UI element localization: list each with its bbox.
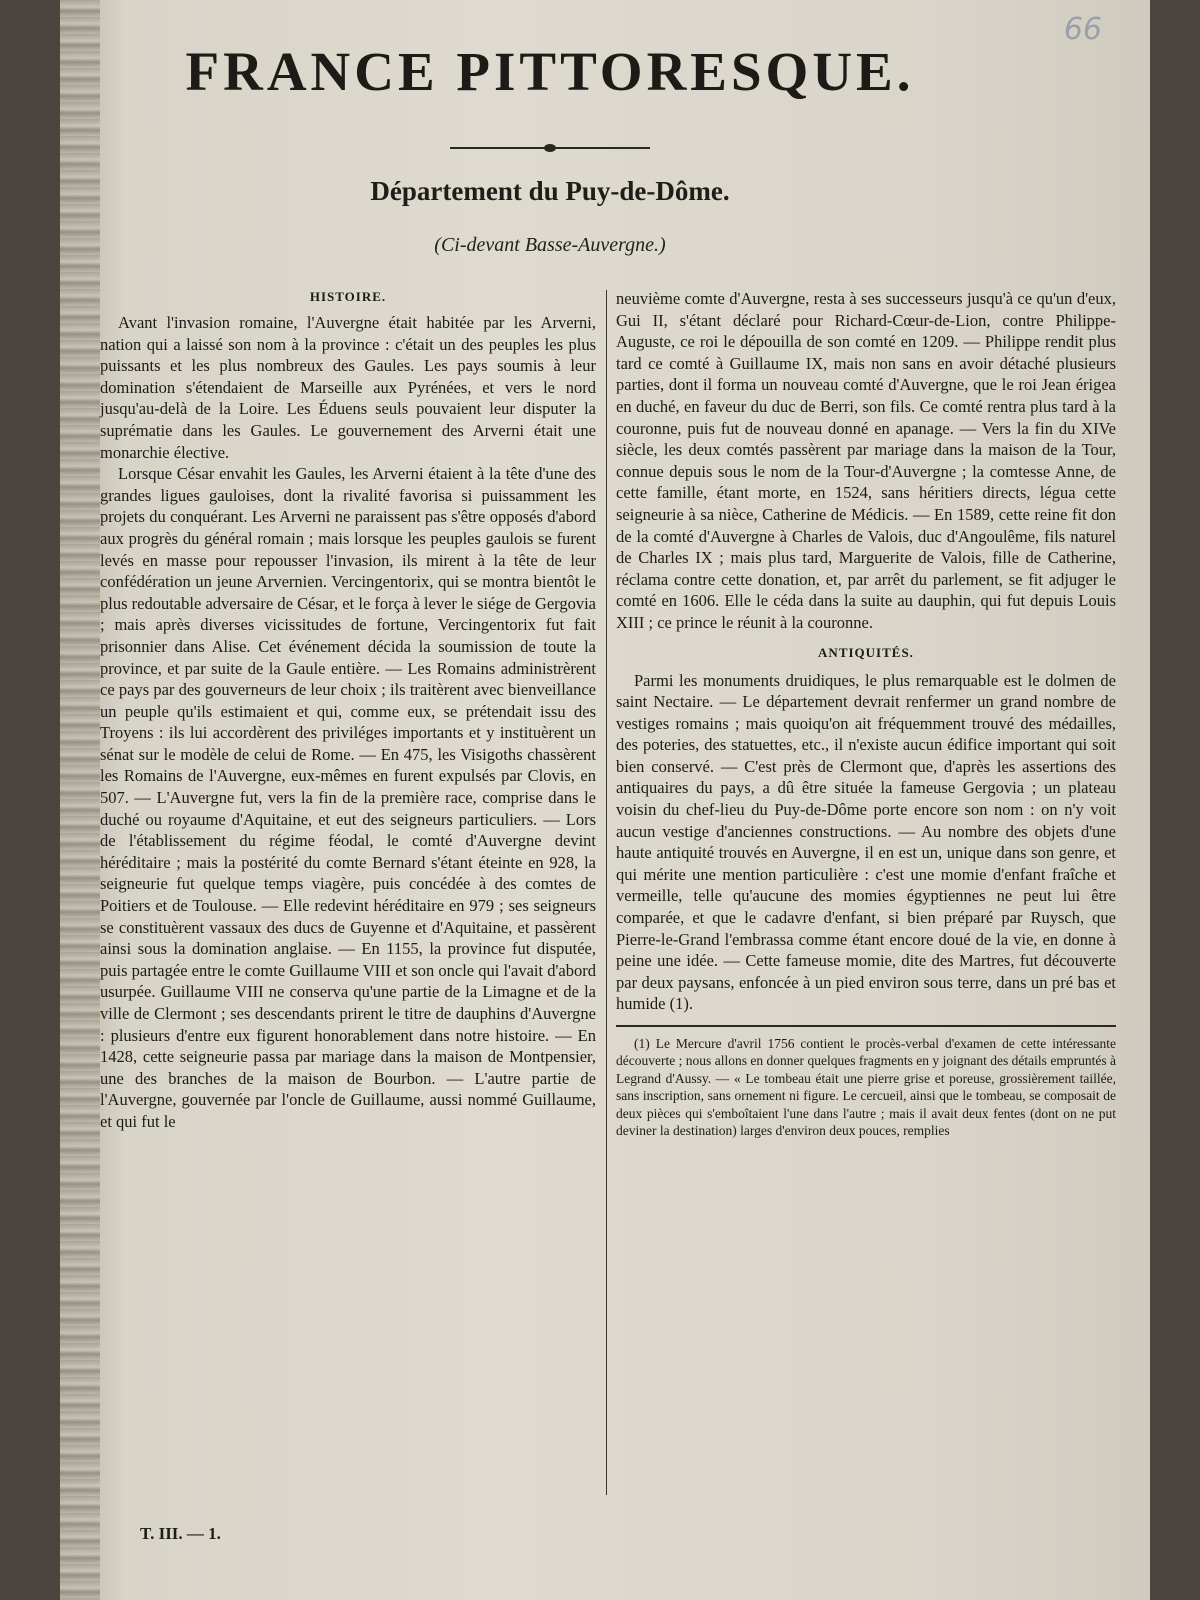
worn-page-edge <box>60 0 100 1600</box>
footnote-rule <box>616 1025 1116 1027</box>
footnote: (1) Le Mercure d'avril 1756 contient le procès-verbal d'examen de cette intéressante découverte ; nous allons en donner quelques fragments en y joignant des détails empruntés à Legrand d'Aussy. — « Le tombeau était une pierre grise et poreuse, grossièrement taillée, sans inscription, sans ornement ni figure. Le cercueil, ainsi que le tombeau, se composait de deux pièces qui s'emboîtaient l'une dans l'autre ; mais il avait deux fentes (dont on ne put deviner la destination) larges d'environ deux pouces, remplies <box>616 1036 1116 1139</box>
masthead-title: FRANCE PITTORESQUE. <box>185 41 915 102</box>
department-subtitle: (Ci-devant Basse-Auvergne.) <box>434 234 666 256</box>
section-heading-histoire: HISTOIRE. <box>309 289 387 304</box>
paragraph: Parmi les monuments druidiques, le plus remarquable est le dolmen de saint Nectaire. — Le département devrait renfermer un grand nombre de vestiges romains ; mais quoiqu'on ait fréquemment trouvé des médailles, des poteries, des statuettes, etc., il n'existe aucun édifice important qui soit bien conservé. — C'est près de Clermont que, d'après les assertions des antiquaires du pays, a dû être située la fameuse Gergovia ; un plateau voisin du chef-lieu du Puy-de-Dôme porte encore son nom : on n'y voit aucun vestige d'anciennes constructions. — Au nombre des objets d'une haute antiquité trouvés en Auvergne, il en est un, unique dans son genre, et qui mérite une mention particulière : c'est une momie d'enfant fraîche et vermeille, telle qu'aucune des momies égyptiennes ne peut lui être comparée, et que le cadavre d'enfant, si bien préparé par Ruysch, que Pierre-le-Grand l'embrassa comme étant encore doué de la vie, en donne à peine une idée. — Cette fameuse momie, dite des Martres, fut découverte par deux paysans, enfoncée à un pied environ sous terre, dans un pré bas et humide (1). <box>616 670 1116 1014</box>
paragraph: Lorsque César envahit les Gaules, les Arverni étaient à la tête d'une des grandes ligues gauloises, dont la rivalité favorisa si puissamment les projets du conquérant. Les Arverni ne paraissent pas s'être opposés d'abord aux progrès du général romain ; mais lorsque les peuples gaulois se furent levés en masse pour repousser l'invasion, ils mirent à la tête de leur confédération un jeune Arvernien. Vercingentorix, qui se montra bientôt le plus redoutable adversaire de César, et le força à lever le siége de Gergovia ; mais après diverses vicissitudes de fortune, Vercingentorix fut fait prisonnier dans Alise. Cet événement décida la soumission de toute la province, et par suite de la Gaule entière. — Les Romains administrèrent ce pays par des gouverneurs de leur choix ; ils traitèrent avec bienveillance un peuple qu'ils estimaient et qui, comme eux, se prétendait issu des Troyens : ils lui accordèrent des priviléges importants et y instituèrent un sénat sur le modèle de celui de Rome. — En 475, les Visigoths chassèrent les Romains de l'Auvergne, eux-mêmes en furent expulsés par Clovis, en 507. — L'Auvergne fut, vers la fin de la première race, comprise dans le duché ou royaume d'Aquitaine, et eut des seigneurs particuliers. — Lors de l'établissement du régime féodal, le comté d'Auvergne devint héréditaire ; mais la postérité du comte Bernard s'étant éteinte en 928, la seigneurie fut quelque temps viagère, puis concédée à des comtes de Poitiers et de Toulouse. — Elle redevint héréditaire en 979 ; ses seigneurs se constituèrent vassaux des ducs de Guyenne et d'Aquitaine, et passèrent ainsi sous la domination anglaise. — En 1155, la province fut disputée, puis partagée entre le comte Guillaume VIII et son oncle qui l'avait d'abord usurpée. Guillaume VIII ne conserva qu'une partie de la Limagne et de la ville de Clermont ; ses descendants prirent le titre de dauphins d'Auvergne : plusieurs d'entre eux figurent honorablement dans notre histoire. — En 1428, cette seigneurie passa par mariage dans la maison de Montpensier, une des branches de la maison de Bourbon. — L'autre partie de l'Auvergne, gouvernée par l'oncle de Guillaume, aussi nommé Guillaume, et qui fut le <box>100 464 596 1131</box>
right-column <box>616 288 1116 1139</box>
paragraph-continuation: neuvième comte d'Auvergne, resta à ses successeurs jusqu'à ce qu'un d'eux, Gui II, s'étant déclaré pour Richard-Cœur-de-Lion, contre Philippe-Auguste, ce roi le dépouilla de son comté en 1209. — Philippe rendit plus tard ce comté à Guillaume IX, mais non sans en avoir détaché plusieurs parties, dont il forma un nouveau comté d'Auvergne, que le roi Jean érigea en duché, en faveur du duc de Berri, son fils. Ce comté rentra plus tard à la couronne, puis fut de nouveau donné en apanage. — Vers la fin du XIVe siècle, les deux comtés passèrent par mariage dans la maison de la Tour, connue depuis sous le nom de la Tour-d'Auvergne ; la comtesse Anne, de cette famille, étant morte, en 1524, sans héritiers directs, légua cette seigneurie à sa nièce, Catherine de Médicis. — En 1589, cette reine fit don de la comté d'Auvergne à Charles de Valois, duc d'Angoulême, fils naturel de Charles IX ; mais plus tard, Marguerite de Valois, fille de Catherine, réclama contre cette donation, et, par arrêt du parlement, se fit adjuger le comté en 1606. Elle le céda dans la suite au dauphin, qui fut depuis Louis XIII ; ce prince le réunit à la couronne. <box>616 289 1116 632</box>
book-page <box>60 0 1150 1600</box>
paragraph: Avant l'invasion romaine, l'Auvergne était habitée par les Arverni, nation qui a laissé son nom à la province : c'était un des peuples les plus puissants et les plus nombreux des Gaules. Les pays soumis à leur domination s'étendaient de Marseille aux Pyrénées, et vers le nord jusqu'au-delà de la Loire. Les Éduens seuls pouvaient leur disputer la suprématie dans les Gaules. Le gouvernement des Arverni était une monarchie élective. <box>100 313 596 462</box>
column-divider <box>606 290 607 1495</box>
section-heading-antiquites: ANTIQUITÉS. <box>818 644 914 660</box>
department-title: Département du Puy-de-Dôme. <box>370 176 730 206</box>
folio-number: 66 <box>1063 12 1102 47</box>
left-column <box>100 288 596 1133</box>
signature-mark: T. III. — 1. <box>140 1524 221 1543</box>
ornamental-rule <box>450 146 650 150</box>
